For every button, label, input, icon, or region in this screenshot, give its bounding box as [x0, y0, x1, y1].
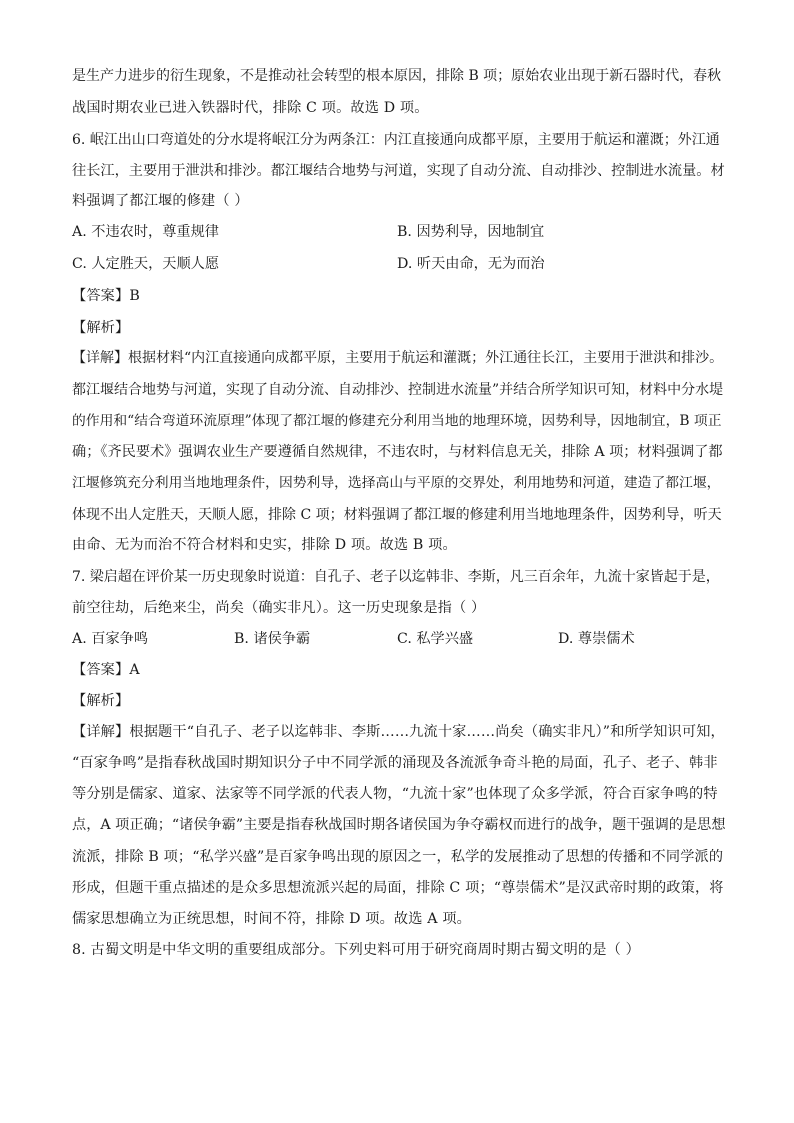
question-7-option-d: D. 尊崇儒术 [558, 631, 635, 647]
question-7-option-c: C. 私学兴盛 [397, 631, 474, 647]
question-6-option-c: C. 人定胜天，天顺人愿 [72, 256, 220, 272]
question-6-stem: 料强调了都江堰的修建（ ） [72, 193, 249, 209]
question-7-detail-line: “百家争鸣”是指春秋战国时期知识分子中不同学派的涌现及各流派争奇斗艳的局面，孔子、老子、韩非 [72, 755, 718, 771]
question-7-answer: 【答案】A [72, 662, 140, 678]
question-8-stem: 8. 古蜀文明是中华文明的重要组成部分。下列史料可用于研究商周时期古蜀文明的是（ ） [72, 942, 640, 958]
question-7-detail-line: 形成，但题干重点描述的是众多思想流派兴起的局面，排除 C 项；“尊崇儒术”是汉武帝时期的政策，将 [72, 880, 724, 896]
question-7-detail-line: 等分别是儒家、道家、法家等不同学派的代表人物，“九流十家”也体现了众多学派，符合百家争鸣的特 [72, 786, 718, 802]
question-6-stem: 往长江，主要用于泄洪和排沙。都江堰结合地势与河道，实现了自动分流、自动排沙、控制进水流量。材 [72, 163, 725, 179]
question-7-stem: 前空往劫，后绝来尘，尚矣（确实非凡）。这一历史现象是指（ ） [72, 600, 486, 616]
question-6-detail-line: 的作用和“结合弯道环流原理”体现了都江堰的修建充分利用当地的地理环境，因势利导，因地制宜，B 项正 [72, 413, 722, 429]
intro-line: 战国时期农业已进入铁器时代，排除 C 项。故选 D 项。 [72, 100, 429, 116]
question-6-stem: 6. 岷江出山口弯道处的分水堤将岷江分为两条江：内江直接通向成都平原，主要用于航运和灌溉；外江通 [72, 132, 720, 148]
question-7-analysis-label: 【解析】 [72, 693, 130, 709]
question-7-detail-line: 流派，排除 B 项；“私学兴盛”是百家争鸣出现的原因之一，私学的发展推动了思想的传播和不同学派的 [72, 849, 724, 865]
question-6-answer: 【答案】B [72, 288, 140, 304]
question-6-detail-line: 江堰修筑充分利用当地地理条件，因势利导，选择高山与平原的交界处，利用地势和河道，建造了都江堰， [72, 475, 721, 491]
question-6-option-b: B. 因势利导，因地制宜 [397, 224, 545, 240]
question-6-option-d: D. 听天由命，无为而治 [397, 256, 545, 272]
question-6-detail-line: 确；《齐民要术》强调农业生产要遵循自然规律，不违农时，与材料信息无关，排除 A 项；材料强调了都 [72, 444, 723, 460]
question-7-option-b: B. 诸侯争霸 [234, 631, 311, 647]
question-7-detail-line: 儒家思想确立为正统思想，时间不符，排除 D 项。故选 A 项。 [72, 911, 471, 927]
question-7-detail-line: 【详解】根据题干“自孔子、老子以迄韩非、李斯……九流十家……尚矣（确实非凡）”和所学知识可知， [72, 724, 725, 740]
question-6-detail-line: 由命、无为而治不符合材料和史实，排除 D 项。故选 B 项。 [72, 537, 457, 553]
question-6-detail-line: 体现不出人定胜天，天顺人愿，排除 C 项；材料强调了都江堰的修建利用当地地理条件，因势利导，听天 [72, 507, 722, 523]
question-7-option-a: A. 百家争鸣 [72, 631, 149, 647]
question-6-detail-line: 【详解】根据材料“内江直接通向成都平原，主要用于航运和灌溉；外江通往长江，主要用于泄洪和排沙。 [72, 350, 724, 366]
question-6-analysis-label: 【解析】 [72, 320, 130, 336]
question-7-detail-line: 点，A 项正确；“诸侯争霸”主要是指春秋战国时期各诸侯国为争夺霸权而进行的战争，题干强调的是思想 [72, 817, 726, 833]
question-6-option-a: A. 不违农时，尊重规律 [72, 224, 219, 240]
question-6-detail-line: 都江堰结合地势与河道，实现了自动分流、自动排沙、控制进水流量”并结合所学知识可知，材料中分水堤 [72, 382, 724, 398]
question-7-stem: 7. 梁启超在评价某一历史现象时说道：自孔子、老子以迄韩非、李斯，凡三百余年，九流十家皆起于是， [72, 569, 720, 585]
intro-line: 是生产力进步的衍生现象，不是推动社会转型的根本原因，排除 B 项；原始农业出现于新石器时代，春秋 [72, 68, 722, 84]
